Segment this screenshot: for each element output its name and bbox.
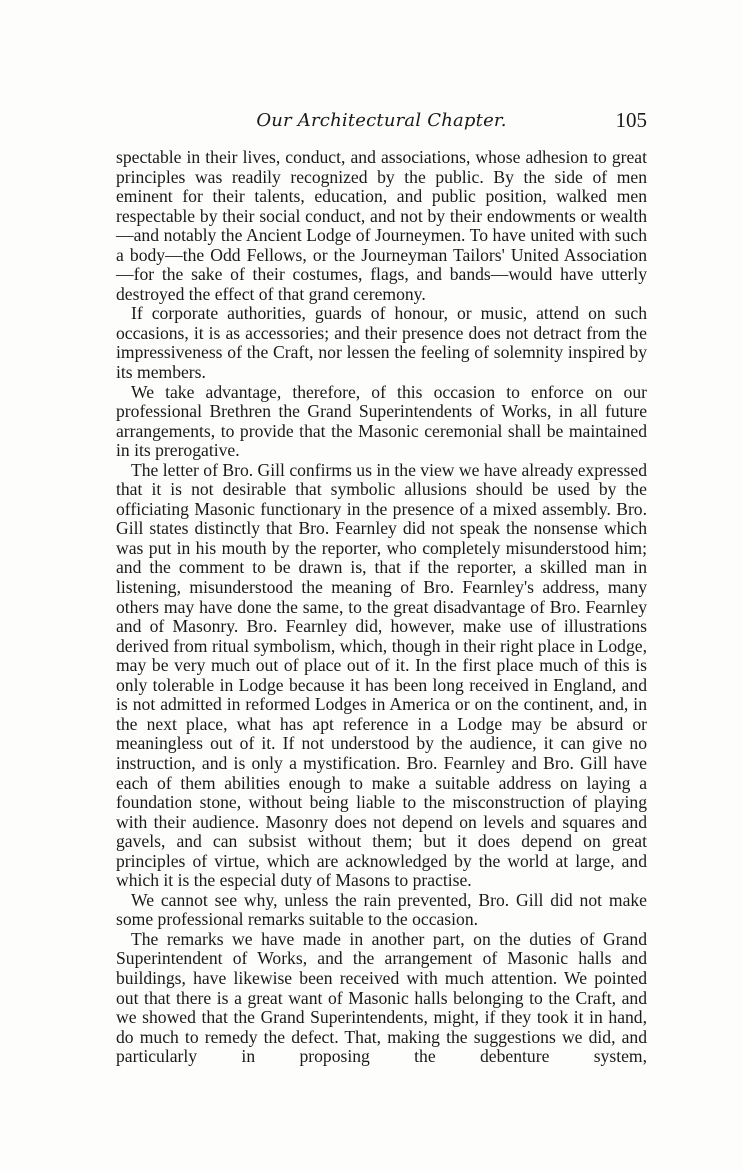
paragraph-letter-of-bro-gill: The letter of Bro. Gill confirms us in the view we have already expressed that it is not desirable that symbolic allusions should be used by the officiating Masonic functionary in the presence of a mixed assembly. Bro. Gill states distinctly that Bro. Fearnley did not speak the nonsense which was put in his mouth by the reporter, who completely misunderstood him; and the comment to be drawn is, that if the reporter, a skilled man in listening, misunderstood the meaning of Bro. Fearnley's address, many others may have done the same, to the great disadvantage of Bro. Fearnley and of Masonry. Bro. Fearnley did, however, make use of illustrations derived from ritual symbolism, which, though in their right place in Lodge, may be very much out of place out of it. In the first place much of this is only tolerable in Lodge because it has been long received in England, and is not admitted in reformed Lodges in America or on the continent, and, in the next place, what has apt reference in a Lodge may be absurd or meaningless out of it. If not understood by the audience, it can give no instruction, and is only a mystification. Bro. Fearnley and Bro. Gill have each of them abilities enough to make a suitable address on laying a foundation stone, without being liable to the misconstruction of playing with their audience. Masonry does not depend on levels and squares and gavels, and can subsist without them; but it does depend on great principles of virtue, which are acknowledged by the world at large, and which it is the especial duty of Masons to practise. [116, 459, 647, 891]
paragraph-corporate-authorities: If corporate authorities, guards of honour, or music, attend on such occasions, it is as accessories; and their presence does not detract from the impressiveness of the Craft, nor lessen the feeling of solemnity inspired by its members. [116, 303, 647, 383]
paragraph-continuation: spectable in their lives, conduct, and associations, whose adhesion to great principles was readily recognized by the public. By the side of men eminent for their talents, education, and public position, walked men respectable by their social conduct, and not by their endowments or wealth—and notably the Ancient Lodge of Journeymen. To have united with such a body—the Odd Fellows, or the Journeyman Tailors' United Association—for the sake of their costumes, flags, and bands—would have utterly destroyed the effect of that grand ceremony. [116, 147, 647, 304]
body-text [116, 148, 647, 1067]
page-number: 105 [615, 108, 647, 132]
running-head [116, 108, 647, 136]
paragraph-rain-prevented: We cannot see why, unless the rain prevented, Bro. Gill did not make some professional remarks suitable to the occasion. [116, 889, 647, 930]
paragraph-masonic-halls: The remarks we have made in another part, on the duties of Grand Superintendent of Works, and the arrangement of Masonic halls and buildings, have likewise been received with much attention. We pointed out that there is a great want of Masonic halls belonging to the Craft, and we showed that the Grand Superintendents, might, if they took it in hand, do much to remedy the defect. That, making the suggestions we did, and particularly in proposing the debenture system, [116, 928, 647, 1067]
paragraph-grand-superintendents: We take advantage, therefore, of this occasion to enforce on our professional Brethren the Grand Superintendents of Works, in all future arrangements, to provide that the Masonic ceremonial shall be maintained in its prerogative. [116, 381, 647, 461]
running-title: Our Architectural Chapter. [256, 110, 507, 131]
